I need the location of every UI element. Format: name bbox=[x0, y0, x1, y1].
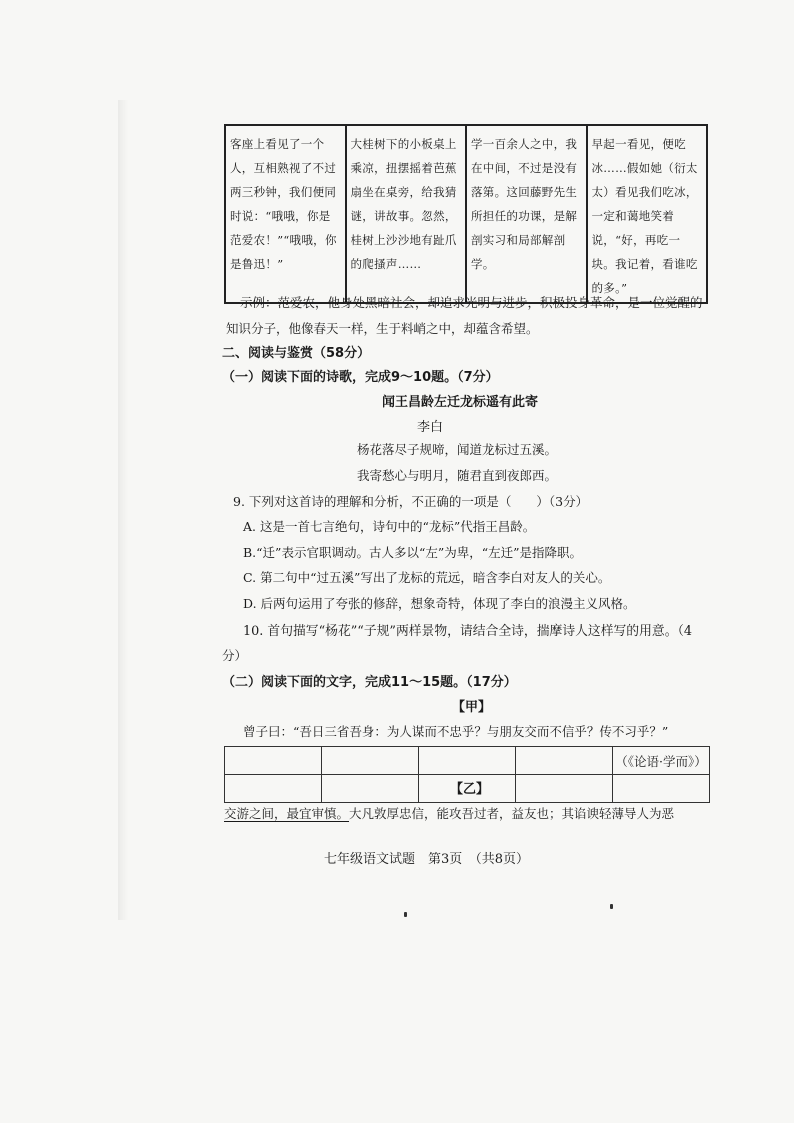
excerpt-cell-4: 早起一看见，便吃冰……假如她（衍太太）看见我们吃冰，一定和蔼地笑着说，“好，再吃一块。我记着，看谁吃的多。” bbox=[587, 125, 708, 303]
question-10-line-2: 分） bbox=[222, 648, 248, 663]
grid-cell bbox=[516, 775, 613, 803]
scan-speck bbox=[610, 904, 613, 909]
q9-option-a: A. 这是一首七言绝句，诗句中的“龙标”代指王昌龄。 bbox=[243, 519, 536, 534]
grid-cell bbox=[322, 775, 419, 803]
section-2-title: 二、阅读与鉴赏（58分） bbox=[222, 346, 371, 361]
scan-shadow bbox=[118, 100, 128, 920]
label-jia: 【甲】 bbox=[452, 700, 492, 715]
poem-author: 李白 bbox=[417, 420, 444, 435]
grid-cell bbox=[613, 775, 710, 803]
page-footer: 七年级语文试题 第3页 （共8页） bbox=[324, 852, 530, 867]
excerpt-cell-3: 学一百余人之中，我在中间，不过是没有落第。这回藤野先生所担任的功课，是解剖实习和局部解剖学。 bbox=[466, 125, 587, 303]
example-answer: 示例：范爱农，他身处黑暗社会，却追求光明与进步，积极投身革命，是一位觉醒的知识分子，他像春天一样，生于料峭之中，却蕴含希望。 bbox=[226, 295, 703, 336]
grid-cell bbox=[419, 747, 516, 775]
question-9-stem: 9. 下列对这首诗的理解和分析，不正确的一项是（ ）（3分） bbox=[233, 494, 589, 509]
part-2-instruction: （二）阅读下面的文字，完成11～15题。（17分） bbox=[222, 675, 517, 690]
poem-line-2: 我寄愁心与明月，随君直到夜郎西。 bbox=[357, 468, 558, 483]
q9-option-c: C. 第二句中“过五溪”写出了龙标的荒远，暗含李白对友人的关心。 bbox=[243, 570, 611, 585]
passage-jia: 曾子曰：“吾日三省吾身：为人谋而不忠乎？与朋友交而不信乎？传不习乎？” bbox=[243, 724, 669, 739]
q9-option-b: B.“迁”表示官职调动。古人多以“左”为卑，“左迁”是指降职。 bbox=[243, 545, 583, 560]
grid-cell bbox=[225, 775, 322, 803]
excerpt-cell-2: 大桂树下的小板桌上乘凉，扭摆摇着芭蕉扇坐在桌旁，给我猜谜，讲故事。忽然，桂树上沙沙地有趾爪的爬搔声…… bbox=[346, 125, 467, 303]
grid-cell bbox=[225, 747, 322, 775]
poem-line-1: 杨花落尽子规啼，闻道龙标过五溪。 bbox=[357, 442, 558, 457]
passage-yi bbox=[224, 804, 678, 822]
label-yi: 【乙】 bbox=[446, 778, 493, 797]
scan-speck bbox=[404, 912, 407, 917]
excerpt-cell-1: 客座上看见了一个人，互相熟视了不过两三秒钟，我们便同时说：“哦哦，你是范爱农！”“哦哦，你是鲁迅！” bbox=[225, 125, 346, 303]
grid-cell bbox=[516, 747, 613, 775]
excerpt-table bbox=[224, 124, 708, 304]
source-jia: （《论语·学而》） bbox=[613, 747, 710, 775]
poem-title: 闻王昌龄左迁龙标遥有此寄 bbox=[382, 395, 539, 410]
grid-cell bbox=[322, 747, 419, 775]
part-1-instruction: （一）阅读下面的诗歌，完成9～10题。（7分） bbox=[222, 370, 499, 385]
passage-yi-rest: 大凡敦厚忠信，能攻吾过者，益友也；其谄谀轻薄导人为恶 bbox=[349, 806, 675, 821]
passage-yi-underlined: 交游之间，最宜审慎。 bbox=[224, 806, 350, 821]
q9-option-d: D. 后两句运用了夸张的修辞，想象奇特，体现了李白的浪漫主义风格。 bbox=[243, 596, 636, 611]
question-10-line-1: 10. 首句描写“杨花”“子规”两样景物，请结合全诗，揣摩诗人这样写的用意。（4 bbox=[243, 624, 693, 639]
